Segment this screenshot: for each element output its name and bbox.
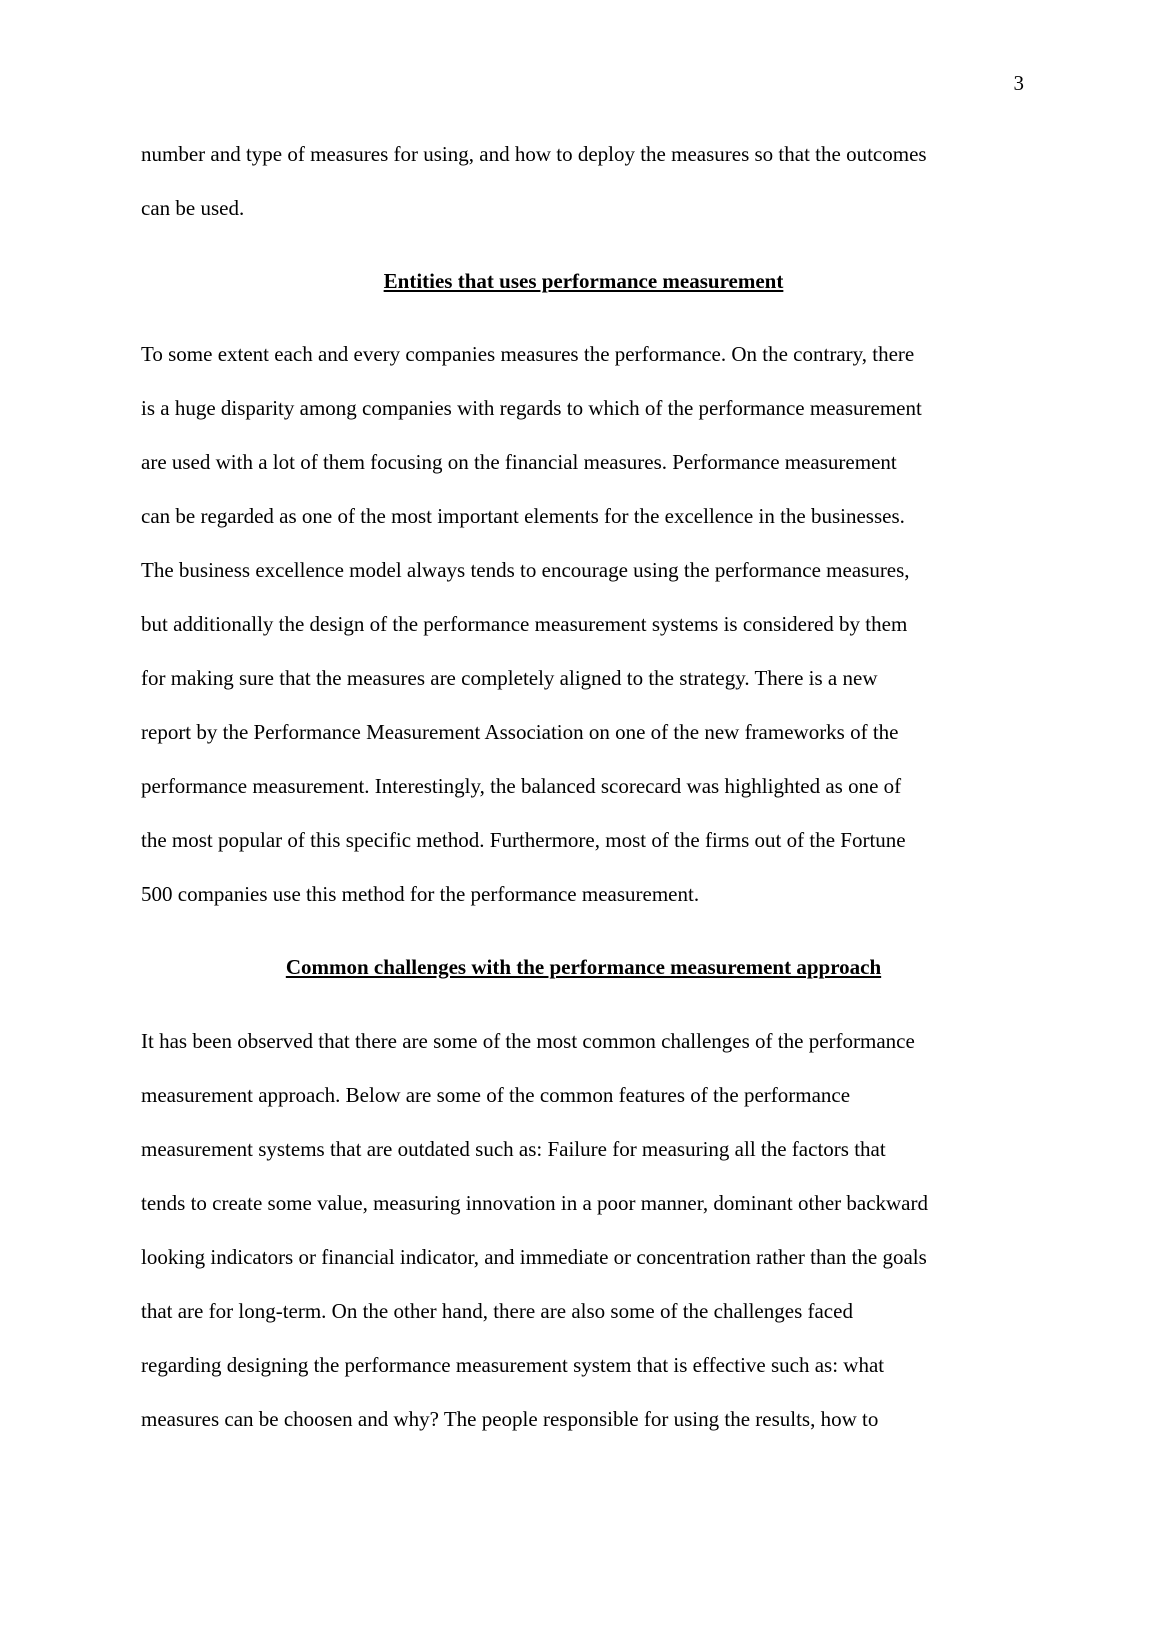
text-line: but additionally the design of the performance measurement systems is considered by them: [141, 612, 908, 636]
text-line: can be used.: [141, 196, 245, 220]
text-line: is a huge disparity among companies with regards to which of the performance measurement: [141, 396, 922, 420]
text-line: report by the Performance Measurement Association on one of the new frameworks of the: [141, 720, 899, 744]
text-line: To some extent each and every companies measures the performance. On the contrary, there: [141, 342, 915, 366]
text-line: regarding designing the performance measurement system that is effective such as: what: [141, 1353, 885, 1377]
section-heading-challenges: Common challenges with the performance measurement approach: [285, 955, 882, 979]
text-line: measures can be choosen and why? The people responsible for using the results, how to: [141, 1407, 879, 1431]
text-line: that are for long-term. On the other hand, there are also some of the challenges faced: [141, 1299, 853, 1323]
text-line: The business excellence model always tends to encourage using the performance measures,: [141, 558, 910, 582]
text-line: 500 companies use this method for the performance measurement.: [141, 882, 700, 906]
text-line: looking indicators or financial indicator, and immediate or concentration rather than the goals: [141, 1245, 927, 1269]
text-line: measurement approach. Below are some of the common features of the performance: [141, 1083, 851, 1107]
page-number: 3: [1013, 71, 1024, 95]
text-line: for making sure that the measures are completely aligned to the strategy. There is a new: [141, 666, 878, 690]
text-line: tends to create some value, measuring innovation in a poor manner, dominant other backward: [141, 1191, 928, 1215]
text-line: the most popular of this specific method. Furthermore, most of the firms out of the Fortune: [141, 828, 906, 852]
text-line: performance measurement. Interestingly, the balanced scorecard was highlighted as one of: [141, 774, 902, 798]
text-line: measurement systems that are outdated such as: Failure for measuring all the factors that: [141, 1137, 886, 1161]
text-line: number and type of measures for using, and how to deploy the measures so that the outcomes: [141, 142, 927, 166]
text-line: can be regarded as one of the most important elements for the excellence in the businesses.: [141, 504, 905, 528]
section-heading-entities: Entities that uses performance measurement: [383, 269, 784, 293]
text-line: are used with a lot of them focusing on the financial measures. Performance measurement: [141, 450, 897, 474]
text-line: It has been observed that there are some of the most common challenges of the performance: [141, 1029, 915, 1053]
